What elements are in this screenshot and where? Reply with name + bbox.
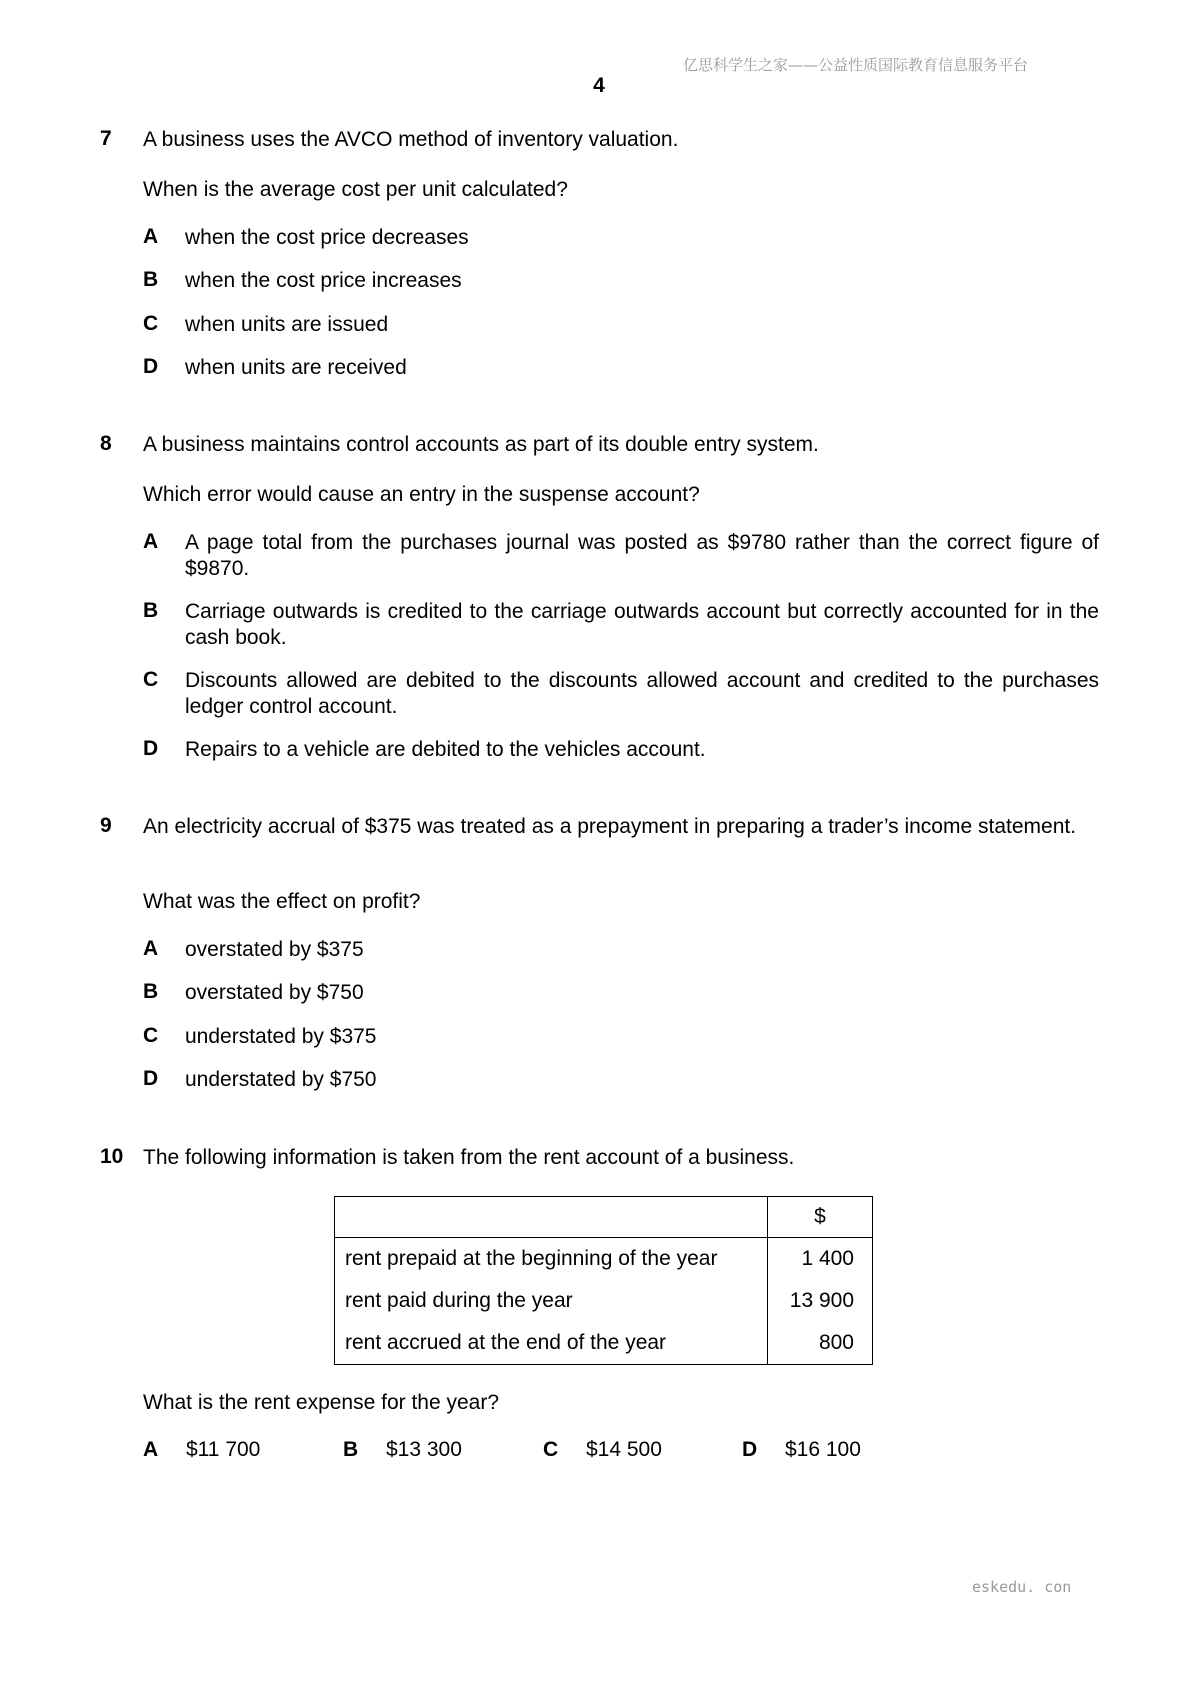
question-stem: An electricity accrual of $375 was treated as a prepayment in preparing a trader’s income statement.	[143, 815, 1077, 838]
question-stem: The following information is taken from the rent account of a business.	[143, 1146, 795, 1169]
option-letter: C	[143, 1024, 159, 1047]
option-text: when the cost price increases	[185, 269, 462, 292]
table-row	[335, 1322, 873, 1365]
option-letter: B	[143, 268, 159, 291]
footer-source: eskedu. con	[972, 1578, 1072, 1596]
option-letter: D	[143, 737, 159, 760]
watermark-text: 亿思科学生之家——公益性质国际教育信息服务平台	[683, 56, 1029, 74]
option-letter: A	[143, 225, 159, 248]
option-text: Discounts allowed are debited to the discounts allowed account and credited to the purchases ledger control account.	[185, 669, 1099, 718]
option-letter: C	[143, 312, 159, 335]
table-cell-item: rent prepaid at the beginning of the year	[335, 1238, 768, 1281]
table-cell-amount: 1 400	[768, 1238, 873, 1281]
table-header-cell: $	[768, 1197, 873, 1238]
question-number: 10	[100, 1145, 124, 1168]
option-letter: A	[143, 530, 159, 553]
option-text: $16 100	[785, 1438, 861, 1461]
question-number: 8	[100, 432, 112, 455]
option-text: when the cost price decreases	[185, 226, 469, 249]
table-header-cell	[335, 1197, 768, 1238]
option-letter: A	[143, 937, 159, 960]
question-stem: A business maintains control accounts as part of its double entry system.	[143, 433, 819, 456]
option-letter: B	[343, 1438, 359, 1461]
option-text: Repairs to a vehicle are debited to the vehicles account.	[185, 738, 706, 761]
option-c	[543, 1438, 662, 1462]
rent-account-table	[334, 1196, 873, 1365]
option-text: $11 700	[186, 1438, 261, 1461]
option-letter: C	[543, 1438, 559, 1461]
option-b	[343, 1438, 462, 1462]
option-text: understated by $375	[185, 1025, 377, 1048]
question-number: 9	[100, 814, 112, 837]
option-text: A page total from the purchases journal was posted as $9780 rather than the correct figure of $9870.	[185, 531, 1099, 580]
table-cell-item: rent paid during the year	[335, 1280, 768, 1322]
question-number: 7	[100, 127, 112, 150]
table-cell-amount: 800	[768, 1322, 873, 1365]
question-prompt: What was the effect on profit?	[143, 890, 421, 913]
table-cell-amount: 13 900	[768, 1280, 873, 1322]
question-stem: A business uses the AVCO method of inventory valuation.	[143, 128, 679, 151]
option-text: overstated by $375	[185, 938, 364, 961]
option-text: when units are received	[185, 356, 407, 379]
question-prompt: When is the average cost per unit calculated?	[143, 178, 568, 201]
option-letter: C	[143, 668, 159, 691]
option-letter: B	[143, 980, 159, 1003]
table-header-row	[335, 1197, 873, 1238]
option-text: overstated by $750	[185, 981, 364, 1004]
option-text: Carriage outwards is credited to the carriage outwards account but correctly accounted for in the cash book.	[185, 600, 1099, 649]
option-letter: B	[143, 599, 159, 622]
option-d	[742, 1438, 861, 1462]
table-cell-item: rent accrued at the end of the year	[335, 1322, 768, 1365]
table-row	[335, 1238, 873, 1281]
option-text: $13 300	[386, 1438, 462, 1461]
page-number: 4	[593, 74, 605, 97]
option-letter: D	[143, 1067, 159, 1090]
option-a	[143, 1438, 260, 1462]
option-text: when units are issued	[185, 313, 389, 336]
table-row	[335, 1280, 873, 1322]
option-letter: D	[742, 1438, 758, 1461]
question-prompt: Which error would cause an entry in the suspense account?	[143, 483, 700, 506]
question-prompt: What is the rent expense for the year?	[143, 1391, 500, 1414]
option-letter: D	[143, 355, 159, 378]
option-letter: A	[143, 1438, 159, 1461]
option-text: understated by $750	[185, 1068, 377, 1091]
option-text: $14 500	[586, 1438, 662, 1461]
